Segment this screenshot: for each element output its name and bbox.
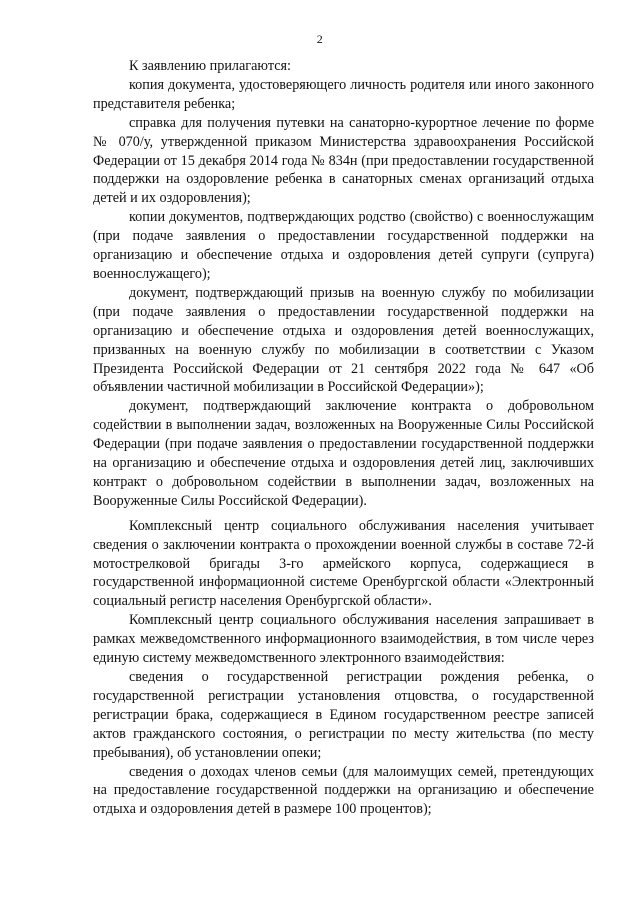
paragraph-kinship-documents: копии документов, подтверждающих родство (свойство) с военнослужащим (при подаче заявления о предоставлении государственной поддержки на организацию и обеспечение отдыха и оздоровления детей супруги (супруга) военнослужащего); (93, 209, 594, 282)
paragraph-civil-registry-info: сведения о государственной регистрации рождения ребенка, о государственной регистрации установления отцовства, о государственной регистрации брака, содержащиеся в Едином государственном реестре записей актов гражданского состояния, о регистрации по месту жительства (по месту пребывания), об установлении опеки; (93, 669, 594, 761)
paragraph-medical-certificate: справка для получения путевки на санаторно-курортное лечение по форме № 070/у, утвержденной приказом Министерства здравоохранения Российской Федерации от 15 декабря 2014 года № 834н (при предоставлении государственной поддержки на оздоровление ребенка в санаторных сменах организаций отдыха детей и их оздоровления); (93, 114, 594, 207)
paragraph-income-info: сведения о доходах членов семьи (для малоимущих семей, претендующих на предоставление государственной поддержки на организацию и обеспечение отдыха и оздоровления детей в размере 100 процентов); (93, 763, 594, 818)
paragraph-interagency-request: Комплексный центр социального обслуживания населения запрашивает в рамках межведомственного информационного взаимодействия, в том числе через единую систему межведомственного электронного взаимодействия: (93, 612, 594, 667)
paragraph-identity-document: копия документа, удостоверяющего личность родителя или иного законного представителя ребенка; (93, 76, 594, 112)
paragraph-mobilization-document: документ, подтверждающий призыв на военную службу по мобилизации (при подаче заявления о предоставлении государственной поддержки на организацию и обеспечение отдыха и оздоровления детей военнослужащих, призванных на военную службу по мобилизации в соответствии с Указом Президента Российской Федерации от 21 сентября 2022 года № 647 «Об объявлении частичной мобилизации в Российской Федерации»); (93, 284, 594, 396)
attachments-heading: К заявлению прилагаются: (129, 58, 291, 74)
paragraph-brigade-contract: Комплексный центр социального обслуживания населения учитывает сведения о заключении контракта о прохождении военной службы в составе 72-й мотострелковой бригады 3-го армейского корпуса, содержащиеся в государственной информационной системе Оренбургской области «Электронный социальный регистр населения Оренбургской области». (93, 517, 594, 610)
paragraph-volunteer-contract: документ, подтверждающий заключение контракта о добровольном содействии в выполнении задач, возложенных на Вооруженные Силы Российской Федерации (при подаче заявления о предоставлении государственной поддержки на организацию и обеспечение отдыха и оздоровления детей лиц, заключивших контракт о добровольном содействии в выполнении задач, возложенных на Вооруженные Силы Российской Федерации). (93, 398, 594, 509)
page-number: 2 (316, 32, 324, 46)
document-body (93, 57, 594, 819)
